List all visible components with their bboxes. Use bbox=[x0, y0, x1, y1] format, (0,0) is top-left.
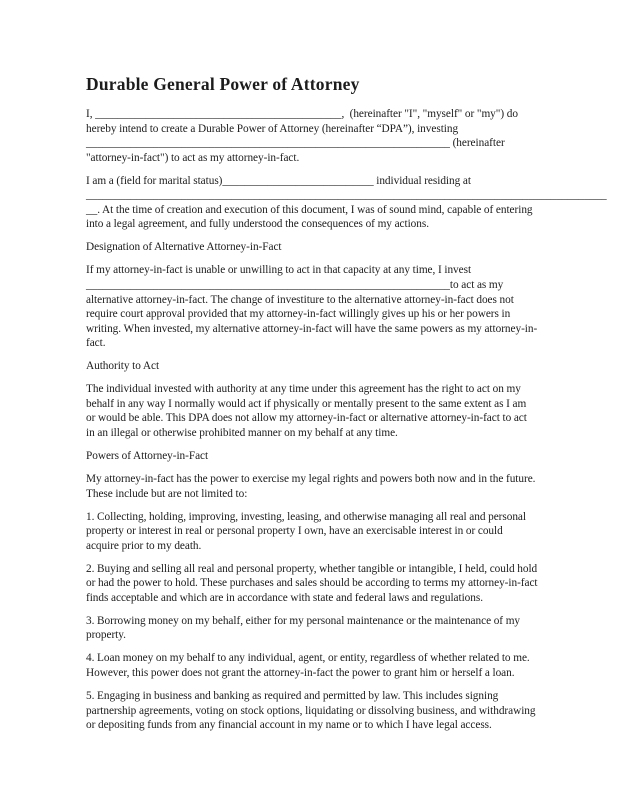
paragraph: I, ____________________________________________, (hereinafter "I", "myself" or "my") do hereby intend to create a Durable Power of Attorney (hereinafter “DPA”), investing _________________________________________________________________ (hereinafter "attorney-in-fact") to act as my attorney-in-fact. bbox=[86, 108, 521, 164]
paragraph: 1. Collecting, holding, improving, investing, leasing, and otherwise managing all real and personal property or interest in real or personal property I own, have an exercisable interest in or could acquire prior to my death. bbox=[86, 510, 529, 552]
document-title: Durable General Power of Attorney bbox=[86, 74, 360, 94]
paragraph: 3. Borrowing money on my behalf, either for my personal maintenance or the maintenance of my property. bbox=[86, 614, 523, 642]
paragraph: The individual invested with authority at any time under this agreement has the right to act on my behalf in any way I normally would act if physically or mentally present to the same extent as I am or would be able. This DPA does not allow my attorney-in-fact or alternative attorney-in-fact to act in an illegal or otherwise prohibited manner on my behalf at any time. bbox=[86, 383, 530, 439]
paragraph: 5. Engaging in business and banking as required and permitted by law. This includes signing partnership agreements, voting on stock options, liquidating or dissolving business, and withdrawing or depositing funds from any financial account in my name or to which I have legal access. bbox=[86, 690, 539, 732]
paragraph: 2. Buying and selling all real and personal property, whether tangible or intangible, I held, could hold or had the power to hold. These purchases and sales should be according to terms my attorney-in-fact finds acceptable and which are in accordance with state and federal laws and regulations. bbox=[86, 562, 541, 604]
section-heading: Powers of Attorney-in-Fact bbox=[86, 449, 209, 462]
paragraph: 4. Loan money on my behalf to any individual, agent, or entity, regardless of whether related to me. However, this power does not grant the attorney-in-fact the power to grant him or herself a loan. bbox=[86, 652, 533, 679]
document-body bbox=[86, 107, 610, 733]
paragraph: My attorney-in-fact has the power to exercise my legal rights and powers both now and in the future. These include but are not limited to: bbox=[86, 472, 538, 500]
paragraph: If my attorney-in-fact is unable or unwilling to act in that capacity at any time, I invest _________________________________________________________________to act as my alternative attorney-in-fact. The change of investiture to the alternative attorney-in-fact does not require court approval provided that my attorney-in-fact willingly gives up his or her powers in writing. When invested, my alternative attorney-in-fact will have the same powers as my attorney-in-fact. bbox=[86, 264, 538, 350]
paragraph: I am a (field for marital status)___________________________ individual residing at _____________________________________________________________________________________________ __. At the time of creation and execution of this document, I was of sound mind, capable of entering into a legal agreement, and fully understood the consequences of my actions. bbox=[86, 174, 610, 231]
section-heading: Authority to Act bbox=[86, 360, 160, 373]
section-heading: Designation of Alternative Attorney-in-Fact bbox=[86, 241, 282, 254]
